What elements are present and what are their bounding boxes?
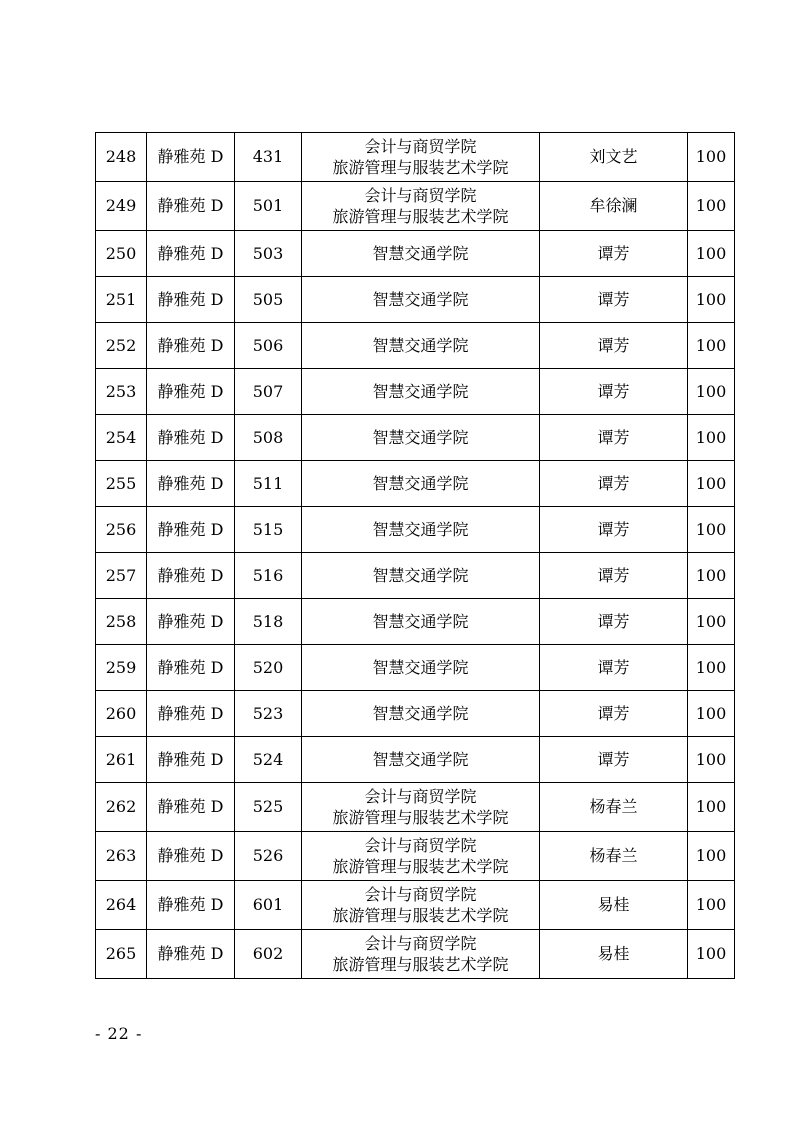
building-cell: 静雅苑 D [147, 415, 235, 461]
college-name: 会计与商贸学院 [364, 934, 477, 953]
college-name: 智慧交通学院 [372, 428, 469, 447]
score-cell: 100 [688, 369, 735, 415]
college-name: 旅游管理与服装艺术学院 [332, 808, 509, 827]
row-number-cell: 259 [96, 645, 147, 691]
person-cell: 杨春兰 [540, 783, 688, 832]
college-name: 智慧交通学院 [372, 244, 469, 263]
college-name: 旅游管理与服装艺术学院 [332, 857, 509, 876]
person-cell: 谭芳 [540, 737, 688, 783]
row-number-cell: 255 [96, 461, 147, 507]
page-number: - 22 - [95, 1024, 143, 1043]
college-cell [302, 832, 540, 881]
building-cell: 静雅苑 D [147, 461, 235, 507]
row-number-cell: 261 [96, 737, 147, 783]
room-number-cell: 503 [235, 231, 302, 277]
person-cell: 谭芳 [540, 599, 688, 645]
college-cell [302, 691, 540, 737]
score-cell: 100 [688, 507, 735, 553]
building-cell: 静雅苑 D [147, 553, 235, 599]
person-cell: 谭芳 [540, 553, 688, 599]
score-cell: 100 [688, 461, 735, 507]
row-number-cell: 256 [96, 507, 147, 553]
table-row [96, 645, 735, 691]
building-cell: 静雅苑 D [147, 369, 235, 415]
person-cell: 杨春兰 [540, 832, 688, 881]
person-cell: 谭芳 [540, 415, 688, 461]
college-name: 会计与商贸学院 [364, 885, 477, 904]
score-cell: 100 [688, 930, 735, 979]
row-number-cell: 252 [96, 323, 147, 369]
building-cell: 静雅苑 D [147, 783, 235, 832]
table-row [96, 737, 735, 783]
college-cell [302, 507, 540, 553]
person-cell: 谭芳 [540, 369, 688, 415]
college-name: 会计与商贸学院 [364, 137, 477, 156]
college-cell [302, 323, 540, 369]
room-number-cell: 520 [235, 645, 302, 691]
college-name: 智慧交通学院 [372, 520, 469, 539]
college-name: 智慧交通学院 [372, 474, 469, 493]
score-cell: 100 [688, 323, 735, 369]
college-name: 会计与商贸学院 [364, 186, 477, 205]
row-number-cell: 264 [96, 881, 147, 930]
college-name: 旅游管理与服装艺术学院 [332, 158, 509, 177]
room-number-cell: 524 [235, 737, 302, 783]
table-row [96, 783, 735, 832]
table-row [96, 553, 735, 599]
person-cell: 易桂 [540, 930, 688, 979]
building-cell: 静雅苑 D [147, 832, 235, 881]
person-cell: 易桂 [540, 881, 688, 930]
college-cell [302, 182, 540, 231]
room-number-cell: 506 [235, 323, 302, 369]
room-number-cell: 516 [235, 553, 302, 599]
person-cell: 谭芳 [540, 507, 688, 553]
table-row [96, 231, 735, 277]
person-cell: 谭芳 [540, 691, 688, 737]
building-cell: 静雅苑 D [147, 881, 235, 930]
dormitory-score-table [95, 132, 735, 979]
table-row [96, 133, 735, 182]
room-number-cell: 505 [235, 277, 302, 323]
table-row [96, 277, 735, 323]
building-cell: 静雅苑 D [147, 323, 235, 369]
college-cell [302, 881, 540, 930]
building-cell: 静雅苑 D [147, 599, 235, 645]
college-cell [302, 645, 540, 691]
table-row [96, 415, 735, 461]
room-number-cell: 601 [235, 881, 302, 930]
score-cell: 100 [688, 553, 735, 599]
table-row [96, 599, 735, 645]
room-number-cell: 431 [235, 133, 302, 182]
building-cell: 静雅苑 D [147, 645, 235, 691]
college-cell [302, 599, 540, 645]
college-name: 智慧交通学院 [372, 658, 469, 677]
person-cell: 谭芳 [540, 645, 688, 691]
score-cell: 100 [688, 832, 735, 881]
building-cell: 静雅苑 D [147, 507, 235, 553]
score-cell: 100 [688, 133, 735, 182]
row-number-cell: 257 [96, 553, 147, 599]
score-cell: 100 [688, 599, 735, 645]
college-cell [302, 277, 540, 323]
person-cell: 谭芳 [540, 323, 688, 369]
college-name: 会计与商贸学院 [364, 787, 477, 806]
college-cell [302, 737, 540, 783]
score-cell: 100 [688, 645, 735, 691]
college-cell [302, 553, 540, 599]
room-number-cell: 523 [235, 691, 302, 737]
table-row [96, 832, 735, 881]
building-cell: 静雅苑 D [147, 133, 235, 182]
college-name: 智慧交通学院 [372, 612, 469, 631]
table-row [96, 369, 735, 415]
person-cell: 牟徐澜 [540, 182, 688, 231]
college-cell [302, 783, 540, 832]
college-name: 旅游管理与服装艺术学院 [332, 207, 509, 226]
room-number-cell: 518 [235, 599, 302, 645]
room-number-cell: 526 [235, 832, 302, 881]
table-row [96, 881, 735, 930]
college-name: 智慧交通学院 [372, 704, 469, 723]
college-name: 智慧交通学院 [372, 290, 469, 309]
person-cell: 谭芳 [540, 461, 688, 507]
college-name: 会计与商贸学院 [364, 836, 477, 855]
college-cell [302, 930, 540, 979]
college-name: 智慧交通学院 [372, 566, 469, 585]
row-number-cell: 251 [96, 277, 147, 323]
row-number-cell: 260 [96, 691, 147, 737]
person-cell: 刘文艺 [540, 133, 688, 182]
table-row [96, 930, 735, 979]
score-cell: 100 [688, 415, 735, 461]
row-number-cell: 265 [96, 930, 147, 979]
row-number-cell: 263 [96, 832, 147, 881]
person-cell: 谭芳 [540, 231, 688, 277]
room-number-cell: 602 [235, 930, 302, 979]
row-number-cell: 249 [96, 182, 147, 231]
room-number-cell: 511 [235, 461, 302, 507]
college-cell [302, 461, 540, 507]
building-cell: 静雅苑 D [147, 277, 235, 323]
college-name: 智慧交通学院 [372, 336, 469, 355]
table-body [96, 133, 735, 979]
college-name: 旅游管理与服装艺术学院 [332, 906, 509, 925]
score-cell: 100 [688, 783, 735, 832]
building-cell: 静雅苑 D [147, 691, 235, 737]
score-cell: 100 [688, 277, 735, 323]
room-number-cell: 508 [235, 415, 302, 461]
building-cell: 静雅苑 D [147, 930, 235, 979]
score-cell: 100 [688, 881, 735, 930]
room-number-cell: 507 [235, 369, 302, 415]
college-cell [302, 415, 540, 461]
room-number-cell: 525 [235, 783, 302, 832]
row-number-cell: 248 [96, 133, 147, 182]
building-cell: 静雅苑 D [147, 737, 235, 783]
college-cell [302, 369, 540, 415]
row-number-cell: 250 [96, 231, 147, 277]
score-cell: 100 [688, 182, 735, 231]
college-name: 智慧交通学院 [372, 750, 469, 769]
row-number-cell: 254 [96, 415, 147, 461]
score-cell: 100 [688, 691, 735, 737]
building-cell: 静雅苑 D [147, 182, 235, 231]
room-number-cell: 515 [235, 507, 302, 553]
room-number-cell: 501 [235, 182, 302, 231]
score-cell: 100 [688, 737, 735, 783]
table-row [96, 507, 735, 553]
row-number-cell: 262 [96, 783, 147, 832]
table-row [96, 182, 735, 231]
college-cell [302, 133, 540, 182]
person-cell: 谭芳 [540, 277, 688, 323]
row-number-cell: 253 [96, 369, 147, 415]
score-cell: 100 [688, 231, 735, 277]
building-cell: 静雅苑 D [147, 231, 235, 277]
table-row [96, 691, 735, 737]
table-row [96, 461, 735, 507]
college-name: 旅游管理与服装艺术学院 [332, 955, 509, 974]
table-row [96, 323, 735, 369]
college-name: 智慧交通学院 [372, 382, 469, 401]
row-number-cell: 258 [96, 599, 147, 645]
college-cell [302, 231, 540, 277]
